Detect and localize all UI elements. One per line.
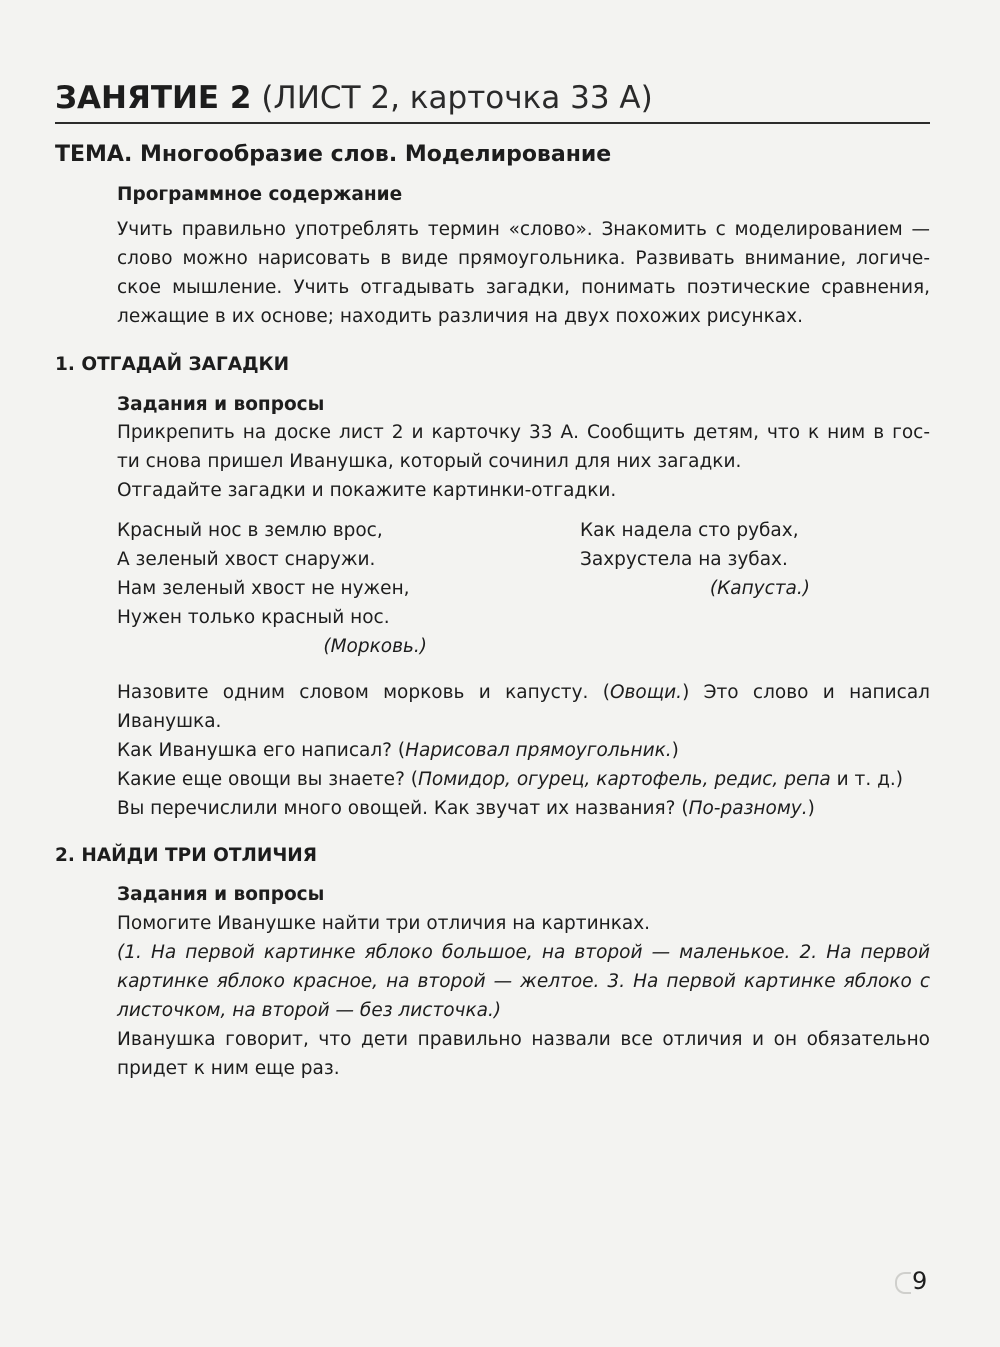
section1-intro <box>117 418 930 505</box>
section1-questions <box>117 678 930 823</box>
question-text: ) <box>807 798 815 819</box>
section1-intro-line: Отгадайте загадки и покажите картинки-отгадки. <box>117 480 617 501</box>
section2-answer-line: картинке яблоко красное, на второй — желтое. 3. На первой картинке яблоко с <box>117 971 930 992</box>
question-line <box>117 794 930 823</box>
question-text: Какие еще овощи вы знаете? ( <box>117 769 418 790</box>
section2-text <box>117 909 930 1083</box>
section2-answer-line: (1. На первой картинке яблоко большое, на второй — маленькое. 2. На первой <box>117 942 930 963</box>
page-number: 9 <box>912 1267 928 1295</box>
program-heading: Программное содержание <box>117 184 403 205</box>
lesson-title-main: ЗАНЯТИЕ 2 <box>55 80 252 116</box>
riddle-line: Захрустела на зубах. <box>580 549 788 570</box>
lesson-header <box>55 78 930 124</box>
section2-answer-line: листочком, на второй — без листочка.) <box>117 1000 502 1021</box>
riddle-line: Красный нос в землю врос, <box>117 520 383 541</box>
riddle-line: Как надела сто рубах, <box>580 520 799 541</box>
section2-heading: 2. НАЙДИ ТРИ ОТЛИЧИЯ <box>55 845 317 866</box>
question-text: Назовите одним словом морковь и капусту. ( <box>117 682 610 703</box>
lesson-theme: ТЕМА. Многообразие слов. Моделирование <box>55 142 612 167</box>
program-line: ское мышление. Учить отгадывать загадки, понимать поэтические сравнения, <box>117 277 930 298</box>
section1-intro-line: Прикрепить на доске лист 2 и карточку 33 А. Сообщить детям, что к ним в гос- <box>117 422 930 443</box>
program-line: лежащие в их основе; находить различия на двух похожих рисунках. <box>117 306 803 327</box>
section2-intro: Помогите Иванушке найти три отличия на картинках. <box>117 913 651 934</box>
section1-subheading: Задания и вопросы <box>117 394 325 415</box>
riddle-carrot <box>117 516 427 661</box>
page-tab-marker <box>895 1272 911 1294</box>
riddle-line: А зеленый хвост снаружи. <box>117 549 376 570</box>
section2-closing-line: придет к ним еще раз. <box>117 1058 340 1079</box>
question-line: Иванушка. <box>117 711 222 732</box>
riddle-cabbage <box>580 516 810 603</box>
question-line <box>117 765 930 794</box>
program-line: слово можно нарисовать в виде прямоугольника. Развивать внимание, логиче- <box>117 248 930 269</box>
question-text: ) <box>671 740 679 761</box>
answer-text: Нарисовал прямоугольник. <box>405 740 672 761</box>
riddle-answer: (Капуста.) <box>709 578 810 599</box>
riddle-answer: (Морковь.) <box>323 636 427 657</box>
question-text: Как Иванушка его написал? ( <box>117 740 406 761</box>
question-text: ) Это слово и написал <box>682 682 930 703</box>
question-line <box>117 736 930 765</box>
section1-intro-line: ти снова пришел Иванушка, который сочинил для них загадки. <box>117 451 742 472</box>
answer-text: Овощи. <box>609 682 683 703</box>
program-line: Учить правильно употреблять термин «слово». Знакомить с моделированием — <box>117 219 930 240</box>
question-text: и т. д.) <box>830 769 903 790</box>
answer-text: По-разному. <box>688 798 808 819</box>
riddle-line: Нужен только красный нос. <box>117 607 390 628</box>
question-line <box>117 678 930 707</box>
section2-closing-line: Иванушка говорит, что дети правильно назвали все отличия и он обязательно <box>117 1029 930 1050</box>
riddle-line: Нам зеленый хвост не нужен, <box>117 578 410 599</box>
question-text: Вы перечислили много овощей. Как звучат их названия? ( <box>117 798 689 819</box>
section1-heading: 1. ОТГАДАЙ ЗАГАДКИ <box>55 354 290 375</box>
program-text <box>117 215 930 331</box>
lesson-title-sheet: (ЛИСТ 2, карточка 33 А) <box>261 80 653 116</box>
section2-subheading: Задания и вопросы <box>117 884 325 905</box>
answer-text: Помидор, огурец, картофель, редис, репа <box>418 769 831 790</box>
lesson-title <box>55 78 930 118</box>
